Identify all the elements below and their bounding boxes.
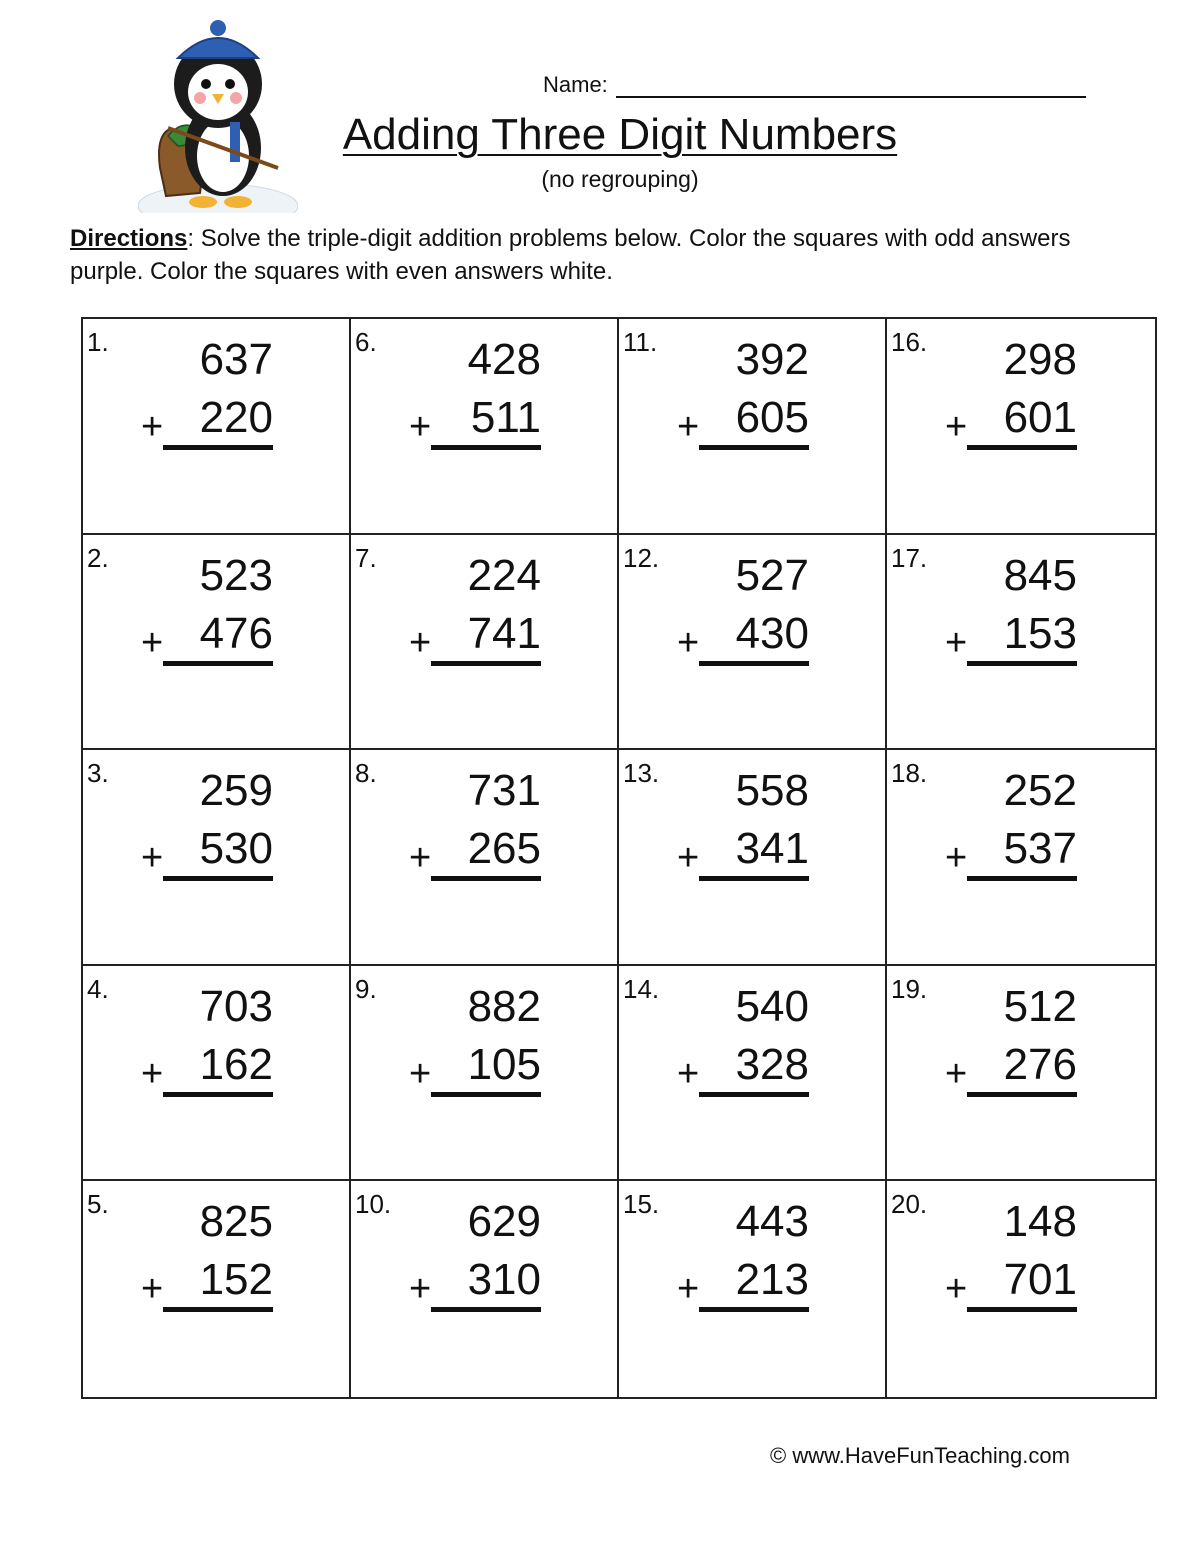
directions-label: Directions: [70, 225, 188, 252]
problem-number: 17.: [891, 542, 928, 573]
name-field[interactable]: [543, 72, 1086, 98]
second-addend: 265: [467, 824, 541, 874]
problem-square[interactable]: [83, 750, 351, 966]
plus-sign: +: [409, 1052, 432, 1095]
second-addend: 153: [1003, 608, 1077, 658]
answer-line: [967, 876, 1077, 881]
second-addend: 341: [735, 824, 809, 874]
first-addend: 523: [199, 550, 273, 600]
first-addend: 512: [1003, 981, 1077, 1031]
first-addend: 637: [199, 335, 273, 384]
second-addend: 476: [199, 608, 273, 658]
problem-number: 15.: [623, 1189, 660, 1220]
problem-number: 9.: [355, 973, 377, 1004]
second-addend: 310: [467, 1255, 541, 1305]
problem-number: 14.: [623, 973, 660, 1004]
plus-sign: +: [677, 406, 700, 448]
problem-square[interactable]: [619, 1181, 887, 1397]
first-addend: 629: [467, 1197, 541, 1247]
answer-line: [431, 661, 541, 666]
first-addend: 845: [1003, 550, 1077, 600]
second-addend: 605: [735, 393, 809, 442]
first-addend: 392: [735, 335, 809, 384]
plus-sign: +: [945, 621, 968, 664]
problem-square[interactable]: [351, 319, 619, 535]
plus-sign: +: [409, 1268, 432, 1311]
problem-square[interactable]: [83, 535, 351, 751]
problem-square[interactable]: [887, 1181, 1155, 1397]
answer-line: [431, 1307, 541, 1312]
answer-line: [163, 445, 273, 450]
answer-line: [967, 661, 1077, 666]
plus-sign: +: [677, 1268, 700, 1311]
problem-square[interactable]: [351, 750, 619, 966]
directions: [70, 222, 1150, 288]
second-addend: 701: [1003, 1255, 1077, 1305]
problem-number: 18.: [891, 758, 928, 789]
plus-sign: +: [677, 837, 700, 880]
problem-number: 4.: [87, 973, 109, 1004]
plus-sign: +: [945, 1268, 968, 1311]
worksheet-title: Adding Three Digit Numbers: [342, 110, 898, 159]
first-addend: 148: [1003, 1197, 1077, 1247]
first-addend: 558: [735, 766, 809, 816]
problem-number: 7.: [355, 542, 377, 573]
answer-line: [431, 1092, 541, 1097]
worksheet-subtitle: (no regrouping): [541, 166, 699, 192]
penguin-fishing-icon: [138, 18, 298, 213]
first-addend: 443: [735, 1197, 809, 1247]
first-addend: 428: [467, 335, 541, 384]
second-addend: 530: [199, 824, 273, 874]
problem-square[interactable]: [887, 966, 1155, 1182]
answer-line: [163, 1092, 273, 1097]
problem-square[interactable]: [351, 535, 619, 751]
plus-sign: +: [141, 1268, 164, 1311]
answer-line: [967, 1307, 1077, 1312]
answer-line: [967, 445, 1077, 450]
problem-number: 16.: [891, 327, 928, 357]
second-addend: 328: [735, 1039, 809, 1089]
second-addend: 105: [467, 1039, 541, 1089]
problem-number: 3.: [87, 758, 109, 789]
problem-number: 6.: [355, 327, 377, 357]
first-addend: 259: [199, 766, 273, 816]
problem-number: 1.: [87, 327, 109, 357]
problem-square[interactable]: [619, 319, 887, 535]
name-label: Name:: [543, 72, 608, 97]
plus-sign: +: [945, 837, 968, 880]
second-addend: 511: [470, 393, 541, 442]
answer-line: [163, 1307, 273, 1312]
problem-number: 13.: [623, 758, 660, 789]
plus-sign: +: [409, 837, 432, 880]
second-addend: 213: [735, 1255, 809, 1305]
plus-sign: +: [677, 1052, 700, 1095]
first-addend: 731: [467, 766, 541, 816]
answer-line: [431, 445, 541, 450]
answer-line: [163, 661, 273, 666]
problem-square[interactable]: [83, 966, 351, 1182]
second-addend: 162: [199, 1039, 273, 1089]
directions-text: : Solve the triple-digit addition problems below. Color the squares with odd answers purple. Color the squares with even answers white.: [70, 225, 1071, 285]
problem-square[interactable]: [887, 319, 1155, 535]
plus-sign: +: [945, 1052, 968, 1095]
problem-square[interactable]: [619, 535, 887, 751]
problem-square[interactable]: [619, 966, 887, 1182]
problem-number: 19.: [891, 973, 928, 1004]
plus-sign: +: [141, 406, 164, 448]
copyright-footer: © www.HaveFunTeaching.com: [770, 1443, 1070, 1468]
problem-grid: [81, 317, 1157, 1399]
second-addend: 741: [467, 608, 541, 658]
plus-sign: +: [409, 621, 432, 664]
first-addend: 703: [199, 981, 273, 1031]
second-addend: 152: [199, 1255, 273, 1305]
problem-number: 11.: [623, 327, 658, 357]
answer-line: [699, 1092, 809, 1097]
second-addend: 601: [1003, 393, 1077, 442]
plus-sign: +: [141, 621, 164, 664]
problem-number: 2.: [87, 542, 109, 573]
second-addend: 276: [1003, 1039, 1077, 1089]
plus-sign: +: [141, 1052, 164, 1095]
problem-square[interactable]: [887, 535, 1155, 751]
answer-line: [163, 876, 273, 881]
plus-sign: +: [409, 406, 432, 448]
first-addend: 527: [735, 550, 809, 600]
problem-square[interactable]: [83, 1181, 351, 1397]
answer-line: [699, 876, 809, 881]
first-addend: 224: [467, 550, 541, 600]
answer-line: [699, 661, 809, 666]
first-addend: 825: [199, 1197, 273, 1247]
second-addend: 430: [735, 608, 809, 658]
plus-sign: +: [677, 621, 700, 664]
problem-square[interactable]: [351, 966, 619, 1182]
first-addend: 540: [735, 981, 809, 1031]
first-addend: 882: [467, 981, 541, 1031]
problem-number: 8.: [355, 758, 377, 789]
answer-line: [699, 445, 809, 450]
answer-line: [431, 876, 541, 881]
problem-number: 5.: [87, 1189, 109, 1220]
problem-square[interactable]: [83, 319, 351, 535]
answer-line: [699, 1307, 809, 1312]
problem-number: 20.: [891, 1189, 928, 1220]
problem-square[interactable]: [351, 1181, 619, 1397]
second-addend: 537: [1003, 824, 1077, 874]
problem-number: 12.: [623, 542, 660, 573]
first-addend: 298: [1003, 335, 1077, 384]
problem-square[interactable]: [619, 750, 887, 966]
plus-sign: +: [945, 406, 968, 448]
plus-sign: +: [141, 837, 164, 880]
second-addend: 220: [199, 393, 273, 442]
name-blank-line[interactable]: [616, 74, 1086, 98]
first-addend: 252: [1003, 766, 1077, 816]
problem-square[interactable]: [887, 750, 1155, 966]
answer-line: [967, 1092, 1077, 1097]
problem-number: 10.: [355, 1189, 392, 1220]
